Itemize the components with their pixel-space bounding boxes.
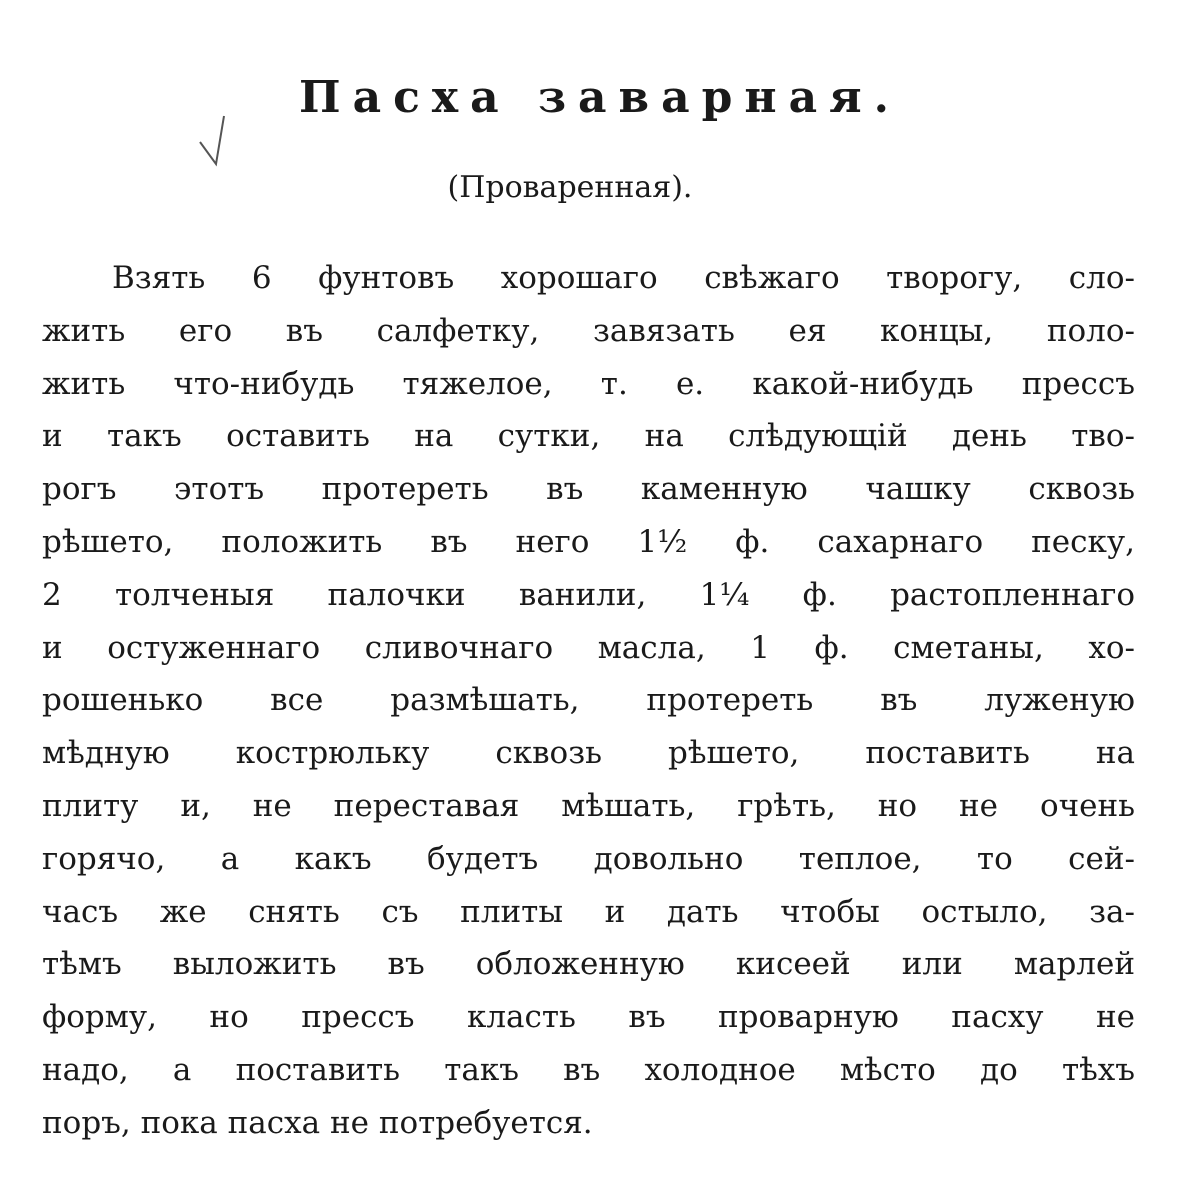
text-line: и остуженнаго сливочнаго масла, 1 ф. сметаны, хо- bbox=[42, 629, 1135, 666]
text-line: и такъ оставить на сутки, на слѣдующій день тво- bbox=[42, 418, 1135, 455]
text-line: жить его въ салфетку, завязать ея концы, поло- bbox=[42, 312, 1135, 349]
text-line: жить что-нибудь тяжелое, т. е. какой-нибудь прессъ bbox=[42, 365, 1135, 402]
text-line: тѣмъ выложить въ обложенную кисеей или марлей bbox=[42, 946, 1135, 983]
text-line: форму, но прессъ класть въ проварную пасху не bbox=[42, 999, 1135, 1036]
text-line: плиту и, не переставая мѣшать, грѣть, но не очень bbox=[42, 787, 1135, 824]
text-line: часъ же снять съ плиты и дать чтобы остыло, за- bbox=[42, 893, 1135, 930]
text-line: рогъ этотъ протереть въ каменную чашку сквозь bbox=[42, 471, 1135, 508]
text-line: 2 толченыя палочки ванили, 1¼ ф. растопленнаго bbox=[42, 576, 1135, 613]
text-line: рошенько все размѣшать, протереть въ луженую bbox=[42, 682, 1135, 719]
text-line: горячо, а какъ будетъ довольно теплое, то сей- bbox=[42, 840, 1135, 877]
text-line: надо, а поставить такъ въ холодное мѣсто до тѣхъ bbox=[42, 1051, 1135, 1088]
page-title: Пасха заварная. bbox=[299, 72, 901, 123]
text-line: рѣшето, положить въ него 1½ ф. сахарнаго песку, bbox=[42, 523, 1135, 560]
page-subtitle: (Проваренная). bbox=[447, 170, 693, 205]
text-line: Взять 6 фунтовъ хорошаго свѣжаго творогу, сло- bbox=[112, 260, 1135, 296]
text-line: поръ, пока пасха не потребуется. bbox=[42, 1104, 593, 1141]
recipe-text bbox=[42, 252, 1135, 1150]
text-line: мѣдную кострюльку сквозь рѣшето, поставить на bbox=[42, 735, 1135, 772]
